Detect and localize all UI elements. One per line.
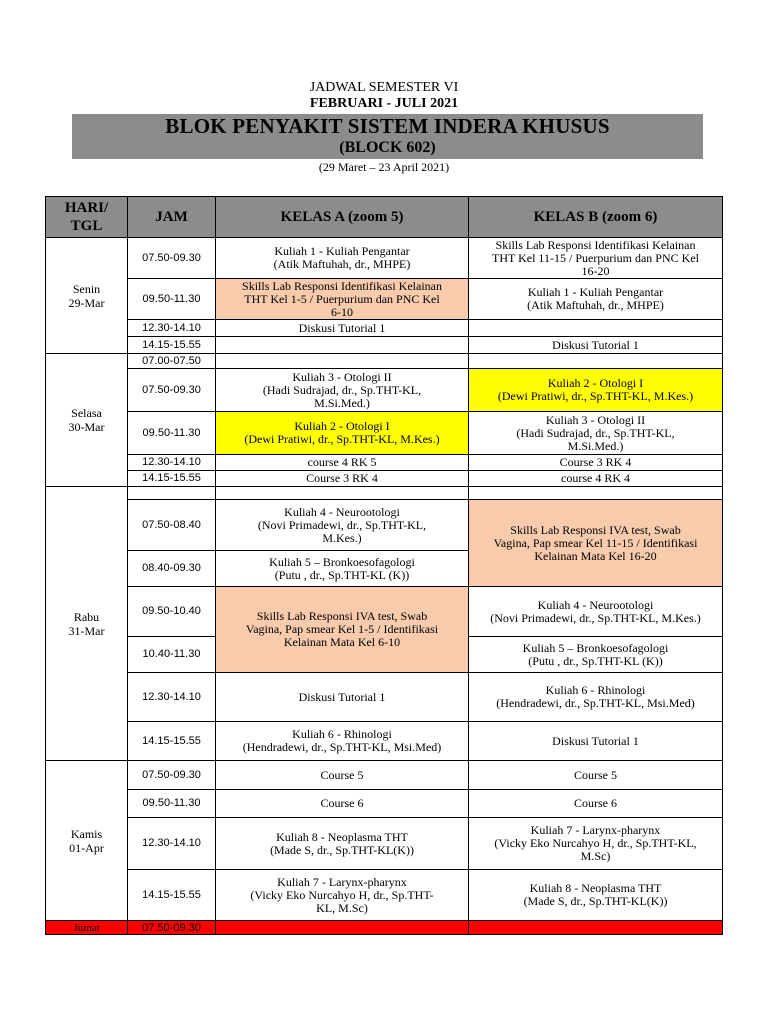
cell-text-line: Kelainan Mata Kel 16-20 [534, 548, 657, 563]
kelas-a-cell [216, 279, 469, 320]
kelas-a-cell [216, 369, 469, 412]
table-row [46, 354, 723, 369]
block-code: (BLOCK 602) [339, 139, 436, 156]
cell-text-line: Kuliah 3 - Otologi II [545, 412, 646, 427]
kelas-b-cell: Diskusi Tutorial 1 [469, 722, 723, 761]
time-cell: 09.50-10.40 [128, 587, 216, 637]
cell-text-line: Senin [72, 281, 101, 296]
cell-text-line: Kuliah 8 - Neoplasma THT [276, 829, 408, 844]
time-cell: 12.30-14.10 [128, 818, 216, 870]
table-row [46, 337, 723, 354]
cell-text-line: Kuliah 6 - Rhinologi [545, 683, 646, 697]
kelas-b-cell [469, 587, 723, 637]
day-cell-kamis [46, 761, 128, 921]
kelas-a-cell [216, 500, 469, 551]
cell-text-line: Kuliah 5 – Bronkoesofagologi [269, 554, 415, 569]
cell-text-line: Skills Lab Responsi IVA test, Swab [256, 609, 428, 623]
cell-text-line: THT Kel 1-5 / Puerpurium dan PNC Kel [244, 291, 440, 306]
cell-text-line: 01-Apr [69, 840, 104, 855]
kelas-b-cell: course 4 RK 4 [469, 471, 723, 487]
table-row [46, 870, 723, 921]
cell-text-line: THT Kel 11-15 / Puerpurium dan PNC Kel [492, 250, 699, 265]
time-cell: 14.15-15.55 [128, 722, 216, 761]
cell-text-line: (Made S, dr., Sp.THT-KL(K)) [270, 842, 414, 857]
cell-text-line: Skills Lab Responsi IVA test, Swab [510, 522, 681, 537]
kelas-b-cell [469, 818, 723, 870]
kelas-a-cell [216, 487, 469, 500]
cell-text-line: Selasa [71, 406, 102, 420]
time-cell: 10.40-11.30 [128, 637, 216, 673]
cell-text-line: Kuliah 3 - Otologi II [292, 369, 392, 384]
table-row [46, 500, 723, 551]
cell-text-line: 6-10 [331, 304, 353, 319]
time-cell: 12.30-14.10 [128, 673, 216, 722]
time-cell: 09.50-11.30 [128, 279, 216, 320]
table-row [46, 487, 723, 500]
cell-text-line: (Novi Primadewi, dr., Sp.THT-KL, M.Kes.) [490, 610, 701, 625]
kelas-b-cell [469, 279, 723, 320]
column-header-kelas-a: KELAS A (zoom 5) [216, 197, 469, 238]
time-cell: 07.00-07.50 [128, 354, 216, 369]
kelas-b-cell [469, 412, 723, 455]
kelas-a-cell: Course 6 [216, 790, 469, 818]
kelas-a-cell: Diskusi Tutorial 1 [216, 320, 469, 337]
cell-text-line: (Putu , dr., Sp.THT-KL (K)) [274, 567, 410, 582]
cell-text-line: Kuliah 2 - Otologi I [547, 376, 644, 390]
table-row [46, 238, 723, 279]
cell-text-line: 16-20 [581, 263, 610, 278]
table-row [46, 761, 723, 790]
time-cell: 07.50-09.30 [128, 238, 216, 279]
cell-text-line: (Vicky Eko Nurcahyo H, dr., Sp.THT- [250, 887, 434, 902]
table-row [46, 455, 723, 471]
kelas-a-cell: Diskusi Tutorial 1 [216, 673, 469, 722]
kelas-a-cell [216, 551, 469, 587]
day-cell-jumat: Jumat [46, 921, 128, 935]
block-title: BLOK PENYAKIT SISTEM INDERA KHUSUS [165, 114, 610, 138]
cell-text-line: M.Kes.) [322, 530, 362, 545]
cell-text-line: Kuliah 4 - Neurootologi [537, 597, 654, 612]
kelas-b-cell [469, 354, 723, 369]
kelas-b-cell [469, 921, 723, 935]
kelas-a-cell [216, 870, 469, 921]
cell-text-line: Vagina, Pap smear Kel 1-5 / Identifikasi [245, 622, 439, 636]
time-cell [128, 487, 216, 500]
header-line-2: FEBRUARI - JULI 2021 [309, 96, 459, 111]
kelas-a-cell [216, 354, 469, 369]
kelas-a-cell [216, 921, 469, 935]
column-header-kelas-b: KELAS B (zoom 6) [469, 197, 723, 238]
table-row [46, 722, 723, 761]
cell-text-line: 29-Mar [68, 295, 105, 310]
block-title-banner [72, 114, 703, 159]
kelas-b-cell [469, 369, 723, 412]
kelas-b-cell: Course 5 [469, 761, 723, 790]
column-header-day [46, 197, 128, 238]
kelas-b-cell: Course 3 RK 4 [469, 455, 723, 471]
day-cell-rabu [46, 487, 128, 761]
time-cell: 12.30-14.10 [128, 455, 216, 471]
date-range: (29 Maret – 23 April 2021) [318, 160, 450, 174]
cell-text-line: 30-Mar [68, 420, 105, 434]
table-row [46, 279, 723, 320]
kelas-b-cell [469, 870, 723, 921]
time-cell: 12.30-14.10 [128, 320, 216, 337]
cell-text-line: 31-Mar [68, 623, 105, 638]
kelas-a-cell [216, 722, 469, 761]
table-row [46, 320, 723, 337]
cell-text-line: Kuliah 6 - Rhinologi [292, 727, 392, 741]
schedule-table [45, 196, 723, 935]
cell-text-line: Skills Lab Responsi Identifikasi Kelainan [242, 278, 442, 293]
cell-text-line: (Atik Maftuhah, dr., MHPE) [527, 298, 664, 312]
table-header-row [46, 197, 723, 238]
cell-text-line: (Novi Primadewi, dr., Sp.THT-KL, [257, 517, 427, 532]
time-cell: 09.50-11.30 [128, 790, 216, 818]
cell-text-line: M.Sc) [580, 849, 611, 863]
table-row [46, 587, 723, 637]
time-cell: 14.15-15.55 [128, 337, 216, 354]
table-row [46, 412, 723, 455]
kelas-a-cell [216, 238, 469, 279]
table-row [46, 921, 723, 935]
kelas-a-cell: course 4 RK 5 [216, 455, 469, 471]
cell-text-line: (Vicky Eko Nurcahyo H, dr., Sp.THT-KL, [494, 836, 697, 850]
kelas-a-cell: Course 5 [216, 761, 469, 790]
cell-text-line: (Hendradewi, dr., Sp.THT-KL, Msi.Med) [242, 740, 442, 754]
header-line-1: JADWAL SEMESTER VI [309, 80, 459, 95]
time-cell: 07.50-09.30 [128, 369, 216, 412]
kelas-b-cell [469, 238, 723, 279]
cell-text-line: TGL [70, 218, 103, 234]
cell-text-line: Kamis [70, 826, 103, 841]
cell-text-line: Kuliah 7 - Larynx-pharynx [530, 823, 661, 837]
cell-text-line: Rabu [73, 609, 100, 624]
kelas-a-cell [216, 587, 469, 673]
table-row [46, 673, 723, 722]
time-cell: 09.50-11.30 [128, 412, 216, 455]
cell-text-line: M.Si.Med.) [567, 438, 624, 453]
day-cell-selasa [46, 354, 128, 487]
cell-text-line: (Hadi Sudrajad, dr., Sp.THT-KL, [516, 425, 675, 440]
cell-text-line: Kelainan Mata Kel 6-10 [283, 635, 401, 649]
cell-text-line: Skills Lab Responsi Identifikasi Kelainan [495, 237, 696, 252]
table-row [46, 790, 723, 818]
time-cell: 07.50-08.40 [128, 500, 216, 551]
cell-text-line: Kuliah 7 - Larynx-pharynx [277, 874, 407, 889]
time-cell: 08.40-09.30 [128, 551, 216, 587]
kelas-b-cell: Diskusi Tutorial 1 [469, 337, 723, 354]
cell-text-line: Kuliah 1 - Kuliah Pengantar [527, 285, 664, 299]
cell-text-line: (Hadi Sudrajad, dr., Sp.THT-KL, [262, 382, 422, 397]
time-cell: 07.50-09.30 [128, 921, 216, 935]
kelas-b-cell [469, 320, 723, 337]
cell-text-line: (Hendradewi, dr., Sp.THT-KL, Msi.Med) [496, 696, 695, 710]
cell-text-line: Vagina, Pap smear Kel 11-15 / Identifikasi [493, 535, 698, 550]
kelas-a-cell [216, 337, 469, 354]
cell-text-line: KL, M.Sc) [316, 900, 368, 915]
cell-text-line: HARI/ [64, 200, 109, 216]
cell-text-line: Kuliah 8 - Neoplasma THT [529, 881, 662, 895]
kelas-a-cell: Course 3 RK 4 [216, 471, 469, 487]
cell-text-line: Kuliah 2 - Otologi I [294, 419, 390, 433]
kelas-b-cell [469, 637, 723, 673]
time-cell: 14.15-15.55 [128, 870, 216, 921]
column-header-jam: JAM [128, 197, 216, 238]
cell-text-line: (Putu , dr., Sp.THT-KL (K)) [528, 653, 663, 668]
kelas-b-cell [469, 673, 723, 722]
time-cell: 14.15-15.55 [128, 471, 216, 487]
cell-text-line: (Made S, dr., Sp.THT-KL(K)) [523, 894, 668, 908]
cell-text-line: Kuliah 1 - Kuliah Pengantar [274, 244, 410, 258]
cell-text-line: Kuliah 4 - Neurootologi [284, 504, 400, 519]
kelas-b-cell [469, 487, 723, 500]
cell-text-line: (Dewi Pratiwi, dr., Sp.THT-KL, M.Kes.) [244, 432, 440, 446]
time-cell: 07.50-09.30 [128, 761, 216, 790]
kelas-a-cell [216, 818, 469, 870]
kelas-b-cell [469, 500, 723, 587]
cell-text-line: M.Si.Med.) [314, 395, 370, 410]
kelas-b-cell: Course 6 [469, 790, 723, 818]
table-row [46, 369, 723, 412]
day-cell-senin [46, 238, 128, 354]
cell-text-line: (Atik Maftuhah, dr., MHPE) [273, 257, 411, 271]
cell-text-line: Kuliah 5 – Bronkoesofagologi [522, 640, 669, 655]
cell-text-line: (Dewi Pratiwi, dr., Sp.THT-KL, M.Kes.) [497, 389, 694, 403]
kelas-a-cell [216, 412, 469, 455]
table-row [46, 818, 723, 870]
table-row [46, 471, 723, 487]
